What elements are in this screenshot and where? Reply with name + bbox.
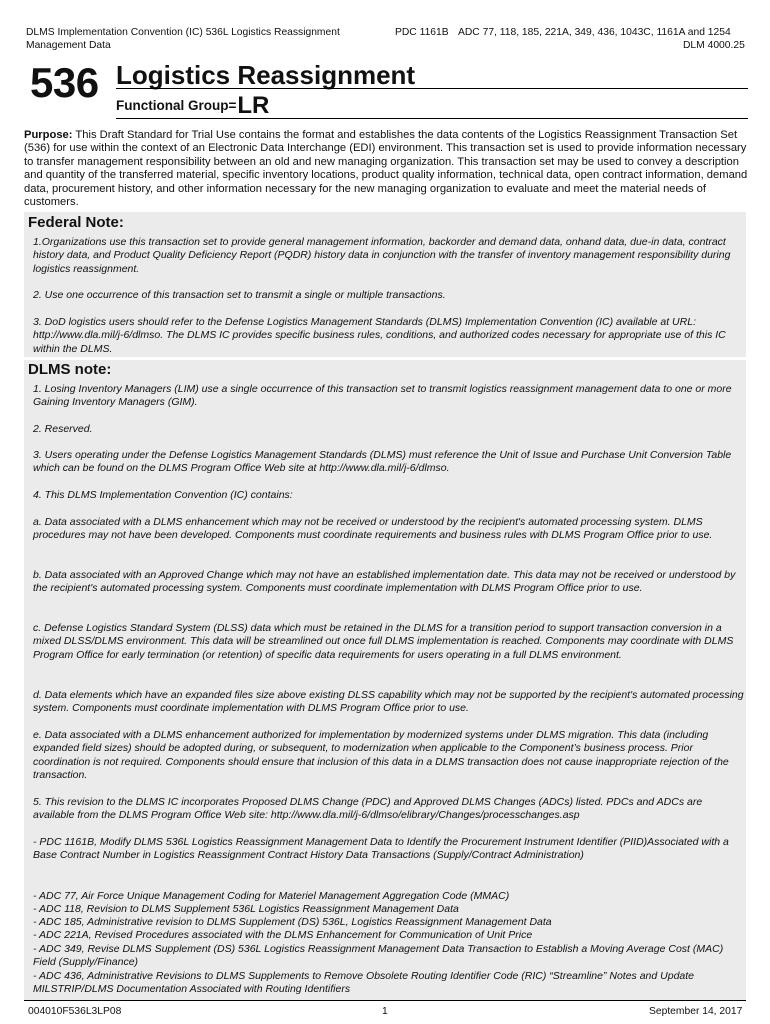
- header-dlm: DLM 4000.25: [683, 40, 745, 51]
- federal-note-item: 3. DoD logistics users should refer to the Defense Logistics Management Standards (DLMS) Implementation Convention (IC) available at URL: http://www.dla.mil/j-6/dlmso. The DLMS IC provides specific business rules, conditions, and authorized codes necessary for appropriate use of this IC within the DLMS.: [33, 316, 726, 355]
- functional-group: [116, 92, 270, 119]
- footer-date: September 14, 2017: [649, 1006, 743, 1017]
- dlms-note-item: e. Data associated with a DLMS enhancement authorized for implementation by modernized systems under DLMS migration. This data (including expanded field sizes) should be adopted during, or subsequent, to modernization when applicable to the Component’s business process. Prior coordination is not required. Components should ensure that inclusion of this data in a DLMS transaction does not cause inappropriate rejection of the transaction.: [33, 729, 729, 782]
- dlms-note-item: c. Defense Logistics Standard System (DLSS) data which must be retained in the DLMS for a transition period to support transaction conversion in a mixed DLSS/DLMS environment. This data will be streamlined out once full DLMS implementation is reached. Components may coordinate with DLMS Program Office for early termination (or retention) of specific data requirements for users operating in a full DLMS environment.: [33, 622, 734, 661]
- dlms-note-item: b. Data associated with an Approved Change which may not have an established implementation date. This data may not be received or understood by the recipient's automated processing system. Components must coordinate implementation with DLMS Program Office prior to use.: [33, 569, 736, 595]
- purpose-text: This Draft Standard for Trial Use contains the format and establishes the data contents of the Logistics Reassignment Transaction Set (536) for use within the context of an Electronic Data Interchange (EDI) environment. This transaction set is used to provide information necessary to transfer management responsibility between an old and new managing organization. This transaction set may be used to convey a description and quantity of the transferred material, specific inventory locations, product quality information, technical data, open contract information, demand data, procurement history, and other information necessary for the new managing organization to evaluate and meet the material needs of customers.: [24, 129, 748, 209]
- transaction-set-title: Logistics Reassignment: [116, 60, 416, 90]
- header-pdc: PDC 1161B: [395, 27, 449, 38]
- adc-list-item: - ADC 221A, Revised Procedures associated with the DLMS Enhancement for Communication of Unit Price: [33, 929, 533, 941]
- adc-list-item: - ADC 118, Revision to DLMS Supplement 536L Logistics Reassignment Management Data: [33, 903, 459, 915]
- functional-group-code: LR: [237, 92, 270, 119]
- adc-list-item: - ADC 77, Air Force Unique Management Coding for Materiel Management Aggregation Code (MMAC): [33, 890, 510, 902]
- footer-page-number: 1: [382, 1006, 388, 1017]
- header-adc-list: ADC 77, 118, 185, 221A, 349, 436, 1043C, 1161A and 1254: [458, 27, 731, 38]
- functional-group-label: Functional Group=: [116, 98, 237, 113]
- dlms-note-item: - PDC 1161B, Modify DLMS 536L Logistics Reassignment Management Data to Identify the Procurement Instrument Identifier (PIID)Associated with a Base Contract Number in Logistics Reassignment Contract History Data Transactions (Supply/Contract Administration): [33, 836, 729, 862]
- adc-list-item: - ADC 349, Revise DLMS Supplement (DS) 536L Logistics Reassignment Management Data Transaction to Establish a Moving Average Cost (MAC) Field (Supply/Finance): [33, 943, 724, 969]
- title-rule-bottom: [116, 118, 748, 119]
- dlms-note-item: 2. Reserved.: [33, 423, 93, 435]
- title-rule-top: [116, 88, 748, 89]
- header-title-line1: DLMS Implementation Convention (IC) 536L Logistics Reassignment: [26, 27, 340, 38]
- transaction-set-number: 536: [30, 59, 99, 106]
- federal-note-item: 2. Use one occurrence of this transaction set to transmit a single or multiple transactions.: [33, 289, 446, 301]
- dlms-note-heading: DLMS note:: [28, 361, 112, 378]
- dlms-note-item: d. Data elements which have an expanded files size above existing DLSS capability which may not be supported by the recipient's automated processing system. Components must coordinate implementation with DLMS Program Office prior to use.: [33, 689, 744, 715]
- dlms-note-item: 5. This revision to the DLMS IC incorporates Proposed DLMS Change (PDC) and Approved DLMS Changes (ADCs) listed. PDCs and ADCs are available from the DLMS Program Office Web site: http://www.dla.mil/j-6/dlmso/elibrary/Changes/processchanges.asp: [33, 796, 703, 822]
- dlms-note-item: 4. This DLMS Implementation Convention (IC) contains:: [33, 489, 293, 501]
- header-title-line2: Management Data: [26, 40, 111, 51]
- dlms-note-item: a. Data associated with a DLMS enhancement which may not be received or understood by the recipient's automated processing system. DLMS procedures may not have been developed. Components must coordinate requirements and business rules with DLMS Program Office prior to use.: [33, 516, 713, 542]
- adc-list-item: - ADC 436, Administrative Revisions to DLMS Supplements to Remove Obsolete Routing Identifier Code (RIC) “Streamline” Notes and Update MILSTRIP/DLMS Documentation Associated with Routing Identifiers: [33, 970, 695, 996]
- footer-doc-id: 004010F536L3LP08: [28, 1006, 122, 1017]
- purpose-label: Purpose:: [24, 129, 73, 141]
- footer-rule: [24, 1000, 746, 1001]
- dlms-note-item: 3. Users operating under the Defense Logistics Management Standards (DLMS) must reference the Unit of Issue and Purchase Unit Conversion Table which can be found on the DLMS Program Office Web site at http://www.dla.mil/j-6/dlmso.: [33, 449, 732, 475]
- federal-note-item: 1.Organizations use this transaction set to provide general management information, backorder and demand data, onhand data, due-in data, contract history data, and Product Quality Deficiency Report (PQDR) history data in conjunction with the transfer of inventory management responsibility during logistics reassignment.: [33, 236, 731, 275]
- adc-list-item: - ADC 185, Administrative revision to DLMS Supplement (DS) 536L, Logistics Reassignment Management Data: [33, 916, 552, 928]
- federal-note-heading: Federal Note:: [28, 214, 124, 231]
- purpose-paragraph: [24, 129, 750, 209]
- dlms-note-item: 1. Losing Inventory Managers (LIM) use a single occurrence of this transaction set to transmit logistics reassignment management data to one or more Gaining Inventory Managers (GIM).: [33, 383, 732, 409]
